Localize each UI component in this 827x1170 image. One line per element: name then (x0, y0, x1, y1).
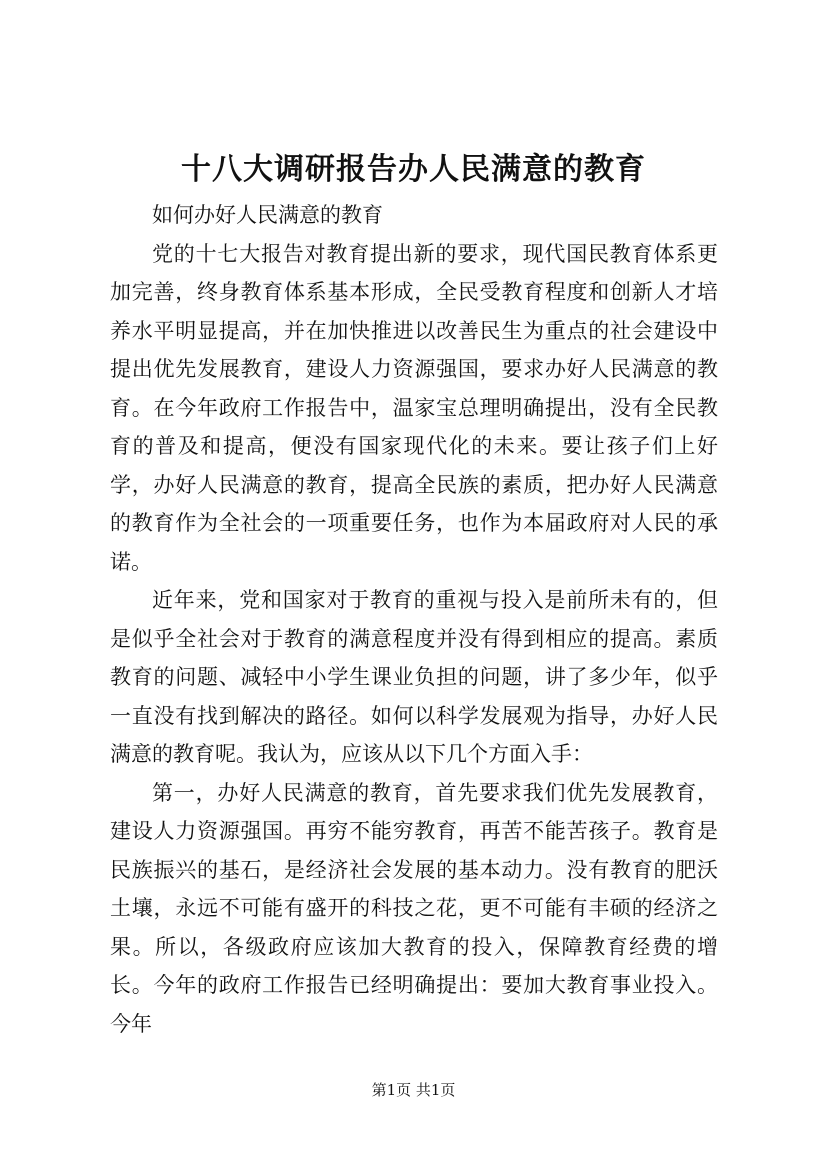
document-subtitle: 如何办好人民满意的教育 (152, 203, 383, 227)
document-body (110, 196, 718, 1043)
document-title: 十八大调研报告办人民满意的教育 (181, 152, 646, 187)
page-footer: 第1页 共1页 (371, 1081, 456, 1099)
paragraph-1: 党的十七大报告对教育提出新的要求，现代国民教育体系更加完善，终身教育体系基本形成，全民受教育程度和创新人才培养水平明显提高，并在加快推进以改善民生为重点的社会建设中提出优先发展教育，建设人力资源强国，要求办好人民满意的教育。在今年政府工作报告中，温家宝总理明确提出，没有全民教育的普及和提高，便没有国家现代化的未来。要让孩子们上好学，办好人民满意的教育，提高全民族的素质，把办好人民满意的教育作为全社会的一项重要任务，也作为本届政府对人民的承诺。 (110, 241, 718, 574)
paragraph-3: 第一，办好人民满意的教育，首先要求我们优先发展教育，建设人力资源强国。再穷不能穷教育，再苦不能苦孩子。教育是民族振兴的基石，是经济社会发展的基本动力。没有教育的肥沃土壤，永远不可能有盛开的科技之花，更不可能有丰硕的经济之果。所以，各级政府应该加大教育的投入，保障教育经费的增长。今年的政府工作报告已经明确提出：要加大教育事业投入。今年 (110, 780, 718, 1036)
paragraph-2: 近年来，党和国家对于教育的重视与投入是前所未有的，但是似乎全社会对于教育的满意程度并没有得到相应的提高。素质教育的问题、减轻中小学生课业负担的问题，讲了多少年，似乎一直没有找到解决的路径。如何以科学发展观为指导，办好人民满意的教育呢。我认为，应该从以下几个方面入手： (110, 588, 718, 766)
